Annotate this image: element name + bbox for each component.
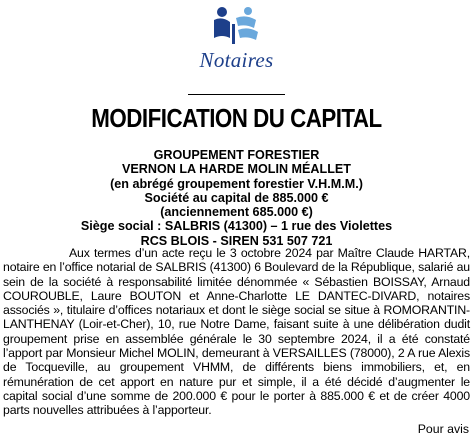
headline: MODIFICATION DU CAPITAL [91,103,382,133]
company-line-5: (anciennement 685.000 €) [160,205,313,220]
signature: Pour avis [417,422,469,436]
company-block [0,148,473,248]
company-line-2: VERNON LA HARDE MOLIN MÉALLET [121,162,351,177]
company-line-3: (en abrégé groupement forestier V.H.M.M.) [110,176,363,191]
notice-body: Aux termes d’un acte reçu le 3 octobre 2024 par Maître Claude HARTAR, notaire en l’office notarial de SALBRIS (41300) 6 Boulevard de la République, salarié au sein de la société à responsabilité limitée dénommée « Sébastien BOISSAY, Arnaud COUROUBLE, Laure BOUTON et Anne-Charlotte LE DANTEC-DIVARD, notaires associés », titulaire d’offices notariaux et dont le siège social se situe à ROMORANTIN-LANTHENAY (Loir-et-Cher), 10, rue Notre Dame, faisant suite à une délibération dudit groupement prise en assemblée générale le 30 septembre 2024, il a été constaté l’apport par Monsieur Michel MOLIN, demeurant à VERSAILLES (78000), 2 A rue Alexis de Tocqueville, au groupement VHMM, de différents biens immobiliers, et, en rémunération de cet apport en nature pur et simple, il a été décidé d’augmenter le capital social d’une somme de 200.000 € pour le porter à 885.000 € et de créer 4000 parts nouvelles attribuées à l’apporteur. [3,246,470,418]
company-line-1: GROUPEMENT FORESTIER [153,148,320,162]
notaires-logo [0,4,473,76]
notaires-emblem-icon [208,4,266,48]
divider [188,94,285,95]
company-line-6: Siège social : SALBRIS (41300) – 1 rue des Violettes [80,219,393,234]
logo-text: Notaires [199,48,274,72]
company-line-4: Société au capital de 885.000 € [144,190,329,205]
company-line-7: RCS BLOIS - SIREN 531 507 721 [140,233,333,248]
